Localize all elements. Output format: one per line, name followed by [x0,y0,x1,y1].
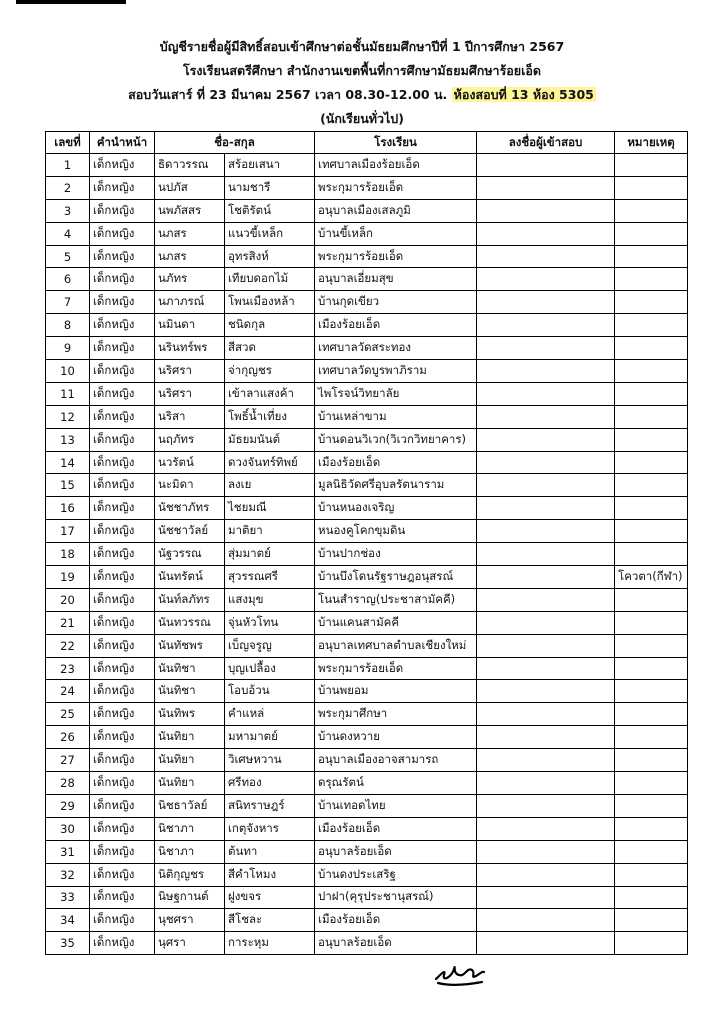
row-number: 30 [46,817,90,840]
row-first-name: นวรัตน์ [155,451,225,474]
row-school: เทศบาลวัดสระทอง [315,337,477,360]
row-signature-cell [477,817,615,840]
row-surname: โชติรัตน์ [225,199,315,222]
row-remark [615,199,688,222]
row-school: อนุบาลเมืองเสลภูมิ [315,199,477,222]
row-surname: โพนเมืองหล้า [225,291,315,314]
row-first-name: นันท์ลภัทร [155,588,225,611]
row-signature-cell [477,909,615,932]
signature-icon [432,955,486,989]
row-signature-cell [477,566,615,589]
row-prefix: เด็กหญิง [90,726,155,749]
row-surname: นามชารี [225,176,315,199]
row-remark [615,611,688,634]
row-first-name: นภสร [155,245,225,268]
row-number: 32 [46,863,90,886]
row-surname: สุ่มมาตย์ [225,543,315,566]
row-remark [615,428,688,451]
row-school: ดรุณรัตน์ [315,772,477,795]
row-first-name: นันทิพร [155,703,225,726]
table-row [46,886,688,909]
row-remark [615,543,688,566]
row-signature-cell [477,291,615,314]
row-first-name: นภาภรณ์ [155,291,225,314]
row-signature-cell [477,428,615,451]
table-row [46,634,688,657]
table-row [46,863,688,886]
row-surname: สร้อยเสนา [225,154,315,177]
row-school: บ้านปากช่อง [315,543,477,566]
row-first-name: นพภัสสร [155,199,225,222]
row-school: บ้านดงประเสริฐ [315,863,477,886]
row-first-name: นันทวรรณ [155,611,225,634]
row-prefix: เด็กหญิง [90,566,155,589]
row-prefix: เด็กหญิง [90,222,155,245]
row-signature-cell [477,451,615,474]
row-prefix: เด็กหญิง [90,909,155,932]
table-row [46,291,688,314]
row-prefix: เด็กหญิง [90,932,155,955]
row-signature-cell [477,199,615,222]
row-remark [615,863,688,886]
row-surname: แสงมุข [225,588,315,611]
row-signature-cell [477,268,615,291]
row-surname: ไชยมณี [225,497,315,520]
row-surname: ลงเย [225,474,315,497]
column-header-prefix: คำนำหน้า [90,132,155,154]
row-first-name: นิชาภา [155,840,225,863]
row-school: อนุบาลร้อยเอ็ด [315,840,477,863]
table-row [46,497,688,520]
row-school: บ้านดงหวาย [315,726,477,749]
row-surname: ศรีทอง [225,772,315,795]
row-prefix: เด็กหญิง [90,474,155,497]
row-remark [615,749,688,772]
table-row [46,726,688,749]
row-number: 21 [46,611,90,634]
row-signature-cell [477,497,615,520]
row-signature-cell [477,382,615,405]
row-surname: สีคำโหมง [225,863,315,886]
row-prefix: เด็กหญิง [90,337,155,360]
row-prefix: เด็กหญิง [90,588,155,611]
row-remark [615,222,688,245]
row-signature-cell [477,840,615,863]
row-school: หนองคูโคกขุมดิน [315,520,477,543]
row-school: ปาฝา(คุรุประชานุสรณ์) [315,886,477,909]
row-number: 19 [46,566,90,589]
row-surname: จุ่นหัวโทน [225,611,315,634]
row-school: เมืองร้อยเอ็ด [315,817,477,840]
row-number: 29 [46,794,90,817]
row-remark [615,268,688,291]
row-remark: โควตา(กีฬา) [615,566,688,589]
row-first-name: นิติกุญชร [155,863,225,886]
row-signature-cell [477,314,615,337]
row-school: พระกุมาศึกษา [315,703,477,726]
row-school: บ้านขี้เหล็ก [315,222,477,245]
row-surname: บุญเปลื้อง [225,657,315,680]
table-row [46,772,688,795]
row-school: พระกุมารร้อยเอ็ด [315,245,477,268]
student-roster-table [45,131,688,955]
row-remark [615,657,688,680]
row-surname: วิเศษหวาน [225,749,315,772]
row-number: 11 [46,382,90,405]
row-first-name: นปภัส [155,176,225,199]
table-row [46,840,688,863]
row-remark [615,382,688,405]
row-prefix: เด็กหญิง [90,794,155,817]
column-header-school: โรงเรียน [315,132,477,154]
row-surname: ต้นทา [225,840,315,863]
table-row [46,588,688,611]
exam-room-highlight: ห้องสอบที่ 13 ห้อง 5305 [453,87,594,102]
row-prefix: เด็กหญิง [90,268,155,291]
table-row [46,268,688,291]
row-signature-cell [477,703,615,726]
row-school: โนนสำราญ(ประชาสามัคคี) [315,588,477,611]
row-prefix: เด็กหญิง [90,497,155,520]
row-surname: มาติยา [225,520,315,543]
row-remark [615,840,688,863]
table-row [46,474,688,497]
row-first-name: นันทิยา [155,726,225,749]
table-row [46,932,688,955]
table-row [46,154,688,177]
table-row [46,543,688,566]
row-signature-cell [477,405,615,428]
row-prefix: เด็กหญิง [90,680,155,703]
row-school: อนุบาลร้อยเอ็ด [315,932,477,955]
row-surname: ชนิดกุล [225,314,315,337]
row-first-name: นรินทร์พร [155,337,225,360]
top-edge-mark [16,0,126,4]
row-signature-cell [477,176,615,199]
row-first-name: นิชาภา [155,817,225,840]
row-school: ไพโรจน์วิทยาลัย [315,382,477,405]
row-first-name: นันทรัตน์ [155,566,225,589]
row-remark [615,772,688,795]
row-first-name: นันทัชพร [155,634,225,657]
row-school: อนุบาลเอี่ยมสุข [315,268,477,291]
row-school: บ้านแคนสามัคคี [315,611,477,634]
row-remark [615,909,688,932]
row-signature-cell [477,543,615,566]
row-number: 7 [46,291,90,314]
row-prefix: เด็กหญิง [90,314,155,337]
row-school: บ้านดอนวิเวก(วิเวกวิทยาคาร) [315,428,477,451]
column-header-remark: หมายเหตุ [615,132,688,154]
row-remark [615,245,688,268]
row-number: 1 [46,154,90,177]
row-prefix: เด็กหญิง [90,634,155,657]
row-signature-cell [477,749,615,772]
table-row [46,314,688,337]
row-school: อนุบาลเทศบาลตำบลเชียงใหม่ [315,634,477,657]
table-row [46,520,688,543]
row-surname: อุทรสิงห์ [225,245,315,268]
row-prefix: เด็กหญิง [90,176,155,199]
row-prefix: เด็กหญิง [90,703,155,726]
table-row [46,360,688,383]
row-first-name: นัฐวรรณ [155,543,225,566]
row-school: เทศบาลวัดบูรพาภิราม [315,360,477,383]
row-number: 24 [46,680,90,703]
row-number: 10 [46,360,90,383]
row-remark [615,154,688,177]
table-body [46,154,688,955]
row-remark [615,703,688,726]
row-signature-cell [477,337,615,360]
row-remark [615,817,688,840]
column-header-signature: ลงชื่อผู้เข้าสอบ [477,132,615,154]
row-surname: มัธยมนันต์ [225,428,315,451]
table-row [46,199,688,222]
row-school: มูลนิธิวัดศรีอุบลรัตนาราม [315,474,477,497]
row-surname: เทียบดอกไม้ [225,268,315,291]
row-surname: การะหุม [225,932,315,955]
row-first-name: นิชธาวัลย์ [155,794,225,817]
row-number: 20 [46,588,90,611]
row-signature-cell [477,222,615,245]
row-remark [615,886,688,909]
row-first-name: นัชชาภัทร [155,497,225,520]
row-prefix: เด็กหญิง [90,451,155,474]
row-prefix: เด็กหญิง [90,657,155,680]
row-number: 6 [46,268,90,291]
row-prefix: เด็กหญิง [90,405,155,428]
table-row [46,382,688,405]
row-surname: สุวรรณศรี [225,566,315,589]
row-surname: จ่ากุญชร [225,360,315,383]
row-prefix: เด็กหญิง [90,360,155,383]
row-school: บ้านเหล่าขาม [315,405,477,428]
row-first-name: นันทิยา [155,772,225,795]
row-remark [615,337,688,360]
table-row [46,337,688,360]
row-remark [615,680,688,703]
row-number: 28 [46,772,90,795]
document-header [0,34,724,130]
table-row [46,428,688,451]
row-prefix: เด็กหญิง [90,611,155,634]
row-surname: สีสวด [225,337,315,360]
row-signature-cell [477,360,615,383]
table-row [46,657,688,680]
row-prefix: เด็กหญิง [90,199,155,222]
row-surname: โอบอ้วน [225,680,315,703]
row-number: 17 [46,520,90,543]
row-prefix: เด็กหญิง [90,291,155,314]
exam-schedule-line [0,82,724,106]
row-remark [615,634,688,657]
row-signature-cell [477,634,615,657]
row-number: 31 [46,840,90,863]
row-remark [615,794,688,817]
row-signature-cell [477,588,615,611]
row-number: 14 [46,451,90,474]
row-number: 2 [46,176,90,199]
row-school: เมืองร้อยเอ็ด [315,909,477,932]
row-surname: แนวขี้เหล็ก [225,222,315,245]
row-remark [615,520,688,543]
row-first-name: นภัทร [155,268,225,291]
row-prefix: เด็กหญิง [90,817,155,840]
row-prefix: เด็กหญิง [90,543,155,566]
row-remark [615,474,688,497]
row-school: เมืองร้อยเอ็ด [315,314,477,337]
row-first-name: นภสร [155,222,225,245]
table-row [46,611,688,634]
table-row [46,245,688,268]
row-prefix: เด็กหญิง [90,382,155,405]
row-prefix: เด็กหญิง [90,749,155,772]
row-number: 13 [46,428,90,451]
table-row [46,794,688,817]
row-prefix: เด็กหญิง [90,520,155,543]
row-number: 8 [46,314,90,337]
row-remark [615,932,688,955]
row-surname: เกตุจังหาร [225,817,315,840]
row-school: อนุบาลเมืองอาจสามารถ [315,749,477,772]
row-first-name: นุศรา [155,932,225,955]
table-header-row [46,132,688,154]
student-category: (นักเรียนทั่วไป) [320,111,404,126]
row-number: 23 [46,657,90,680]
row-remark [615,314,688,337]
row-prefix: เด็กหญิง [90,154,155,177]
title-line: บัญชีรายชื่อผู้มีสิทธิ์สอบเข้าศึกษาต่อชั้นมัธยมศึกษาปีที่ 1 ปีการศึกษา 2567 [159,39,565,54]
table-row [46,703,688,726]
row-number: 5 [46,245,90,268]
row-prefix: เด็กหญิง [90,772,155,795]
row-first-name: ธิดาวรรณ [155,154,225,177]
row-surname: สีโชละ [225,909,315,932]
row-number: 3 [46,199,90,222]
row-school: บ้านบึงโดนรัฐราษฎอนุสรณ์ [315,566,477,589]
row-number: 4 [46,222,90,245]
row-number: 16 [46,497,90,520]
row-signature-cell [477,886,615,909]
row-school: บ้านพยอม [315,680,477,703]
row-number: 35 [46,932,90,955]
row-school: เทศบาลเมืองร้อยเอ็ด [315,154,477,177]
row-signature-cell [477,154,615,177]
row-signature-cell [477,772,615,795]
row-first-name: นริศรา [155,382,225,405]
row-school: บ้านเทอดไทย [315,794,477,817]
row-surname: คำแหล่ [225,703,315,726]
row-school: บ้านกุดเขียว [315,291,477,314]
row-remark [615,451,688,474]
table-row [46,222,688,245]
row-remark [615,360,688,383]
row-number: 22 [46,634,90,657]
row-first-name: นันทิยา [155,749,225,772]
row-prefix: เด็กหญิง [90,886,155,909]
row-remark [615,726,688,749]
row-number: 33 [46,886,90,909]
table-row [46,176,688,199]
column-header-no: เลขที่ [46,132,90,154]
row-remark [615,291,688,314]
row-first-name: นริศรา [155,360,225,383]
row-first-name: นมินดา [155,314,225,337]
school-line: โรงเรียนสตรีศึกษา สำนักงานเขตพื้นที่การศึกษามัธยมศึกษาร้อยเอ็ด [182,63,542,78]
row-first-name: นุชศรา [155,909,225,932]
row-signature-cell [477,863,615,886]
row-signature-cell [477,680,615,703]
row-number: 27 [46,749,90,772]
row-prefix: เด็กหญิง [90,840,155,863]
row-signature-cell [477,794,615,817]
row-surname: ฝูงขจร [225,886,315,909]
row-surname: ดวงจันทร์ทิพย์ [225,451,315,474]
row-surname: เบ็ญจรูญ [225,634,315,657]
row-first-name: นันทิชา [155,657,225,680]
row-signature-cell [477,657,615,680]
row-signature-cell [477,611,615,634]
row-first-name: นัชชาวัลย์ [155,520,225,543]
table-row [46,749,688,772]
row-prefix: เด็กหญิง [90,863,155,886]
row-school: พระกุมารร้อยเอ็ด [315,657,477,680]
table-row [46,566,688,589]
table-row [46,817,688,840]
row-signature-cell [477,520,615,543]
row-number: 9 [46,337,90,360]
exam-date-time: สอบวันเสาร์ ที่ 23 มีนาคม 2567 เวลา 08.30-12.00 น. [128,87,448,102]
row-surname: สนิทราษฎร์ [225,794,315,817]
row-first-name: นันทิชา [155,680,225,703]
row-remark [615,176,688,199]
row-remark [615,405,688,428]
row-remark [615,497,688,520]
table-row [46,405,688,428]
row-number: 34 [46,909,90,932]
row-surname: โพธิ์น้ำเที่ยง [225,405,315,428]
column-header-fullname: ชื่อ-สกุล [155,132,315,154]
row-signature-cell [477,726,615,749]
row-prefix: เด็กหญิง [90,245,155,268]
row-signature-cell [477,474,615,497]
row-number: 12 [46,405,90,428]
row-first-name: นะมิดา [155,474,225,497]
table-row [46,680,688,703]
table-row [46,451,688,474]
row-number: 18 [46,543,90,566]
row-first-name: นริสา [155,405,225,428]
row-school: เมืองร้อยเอ็ด [315,451,477,474]
row-signature-cell [477,245,615,268]
row-surname: เข้าลาแสงค้า [225,382,315,405]
row-number: 15 [46,474,90,497]
table-row [46,909,688,932]
row-number: 25 [46,703,90,726]
row-number: 26 [46,726,90,749]
row-school: พระกุมารร้อยเอ็ด [315,176,477,199]
row-signature-cell [477,932,615,955]
row-remark [615,588,688,611]
row-first-name: นฤภัทร [155,428,225,451]
row-first-name: นิษฐกานต์ [155,886,225,909]
row-surname: มหามาตย์ [225,726,315,749]
row-school: บ้านหนองเจริญ [315,497,477,520]
row-prefix: เด็กหญิง [90,428,155,451]
